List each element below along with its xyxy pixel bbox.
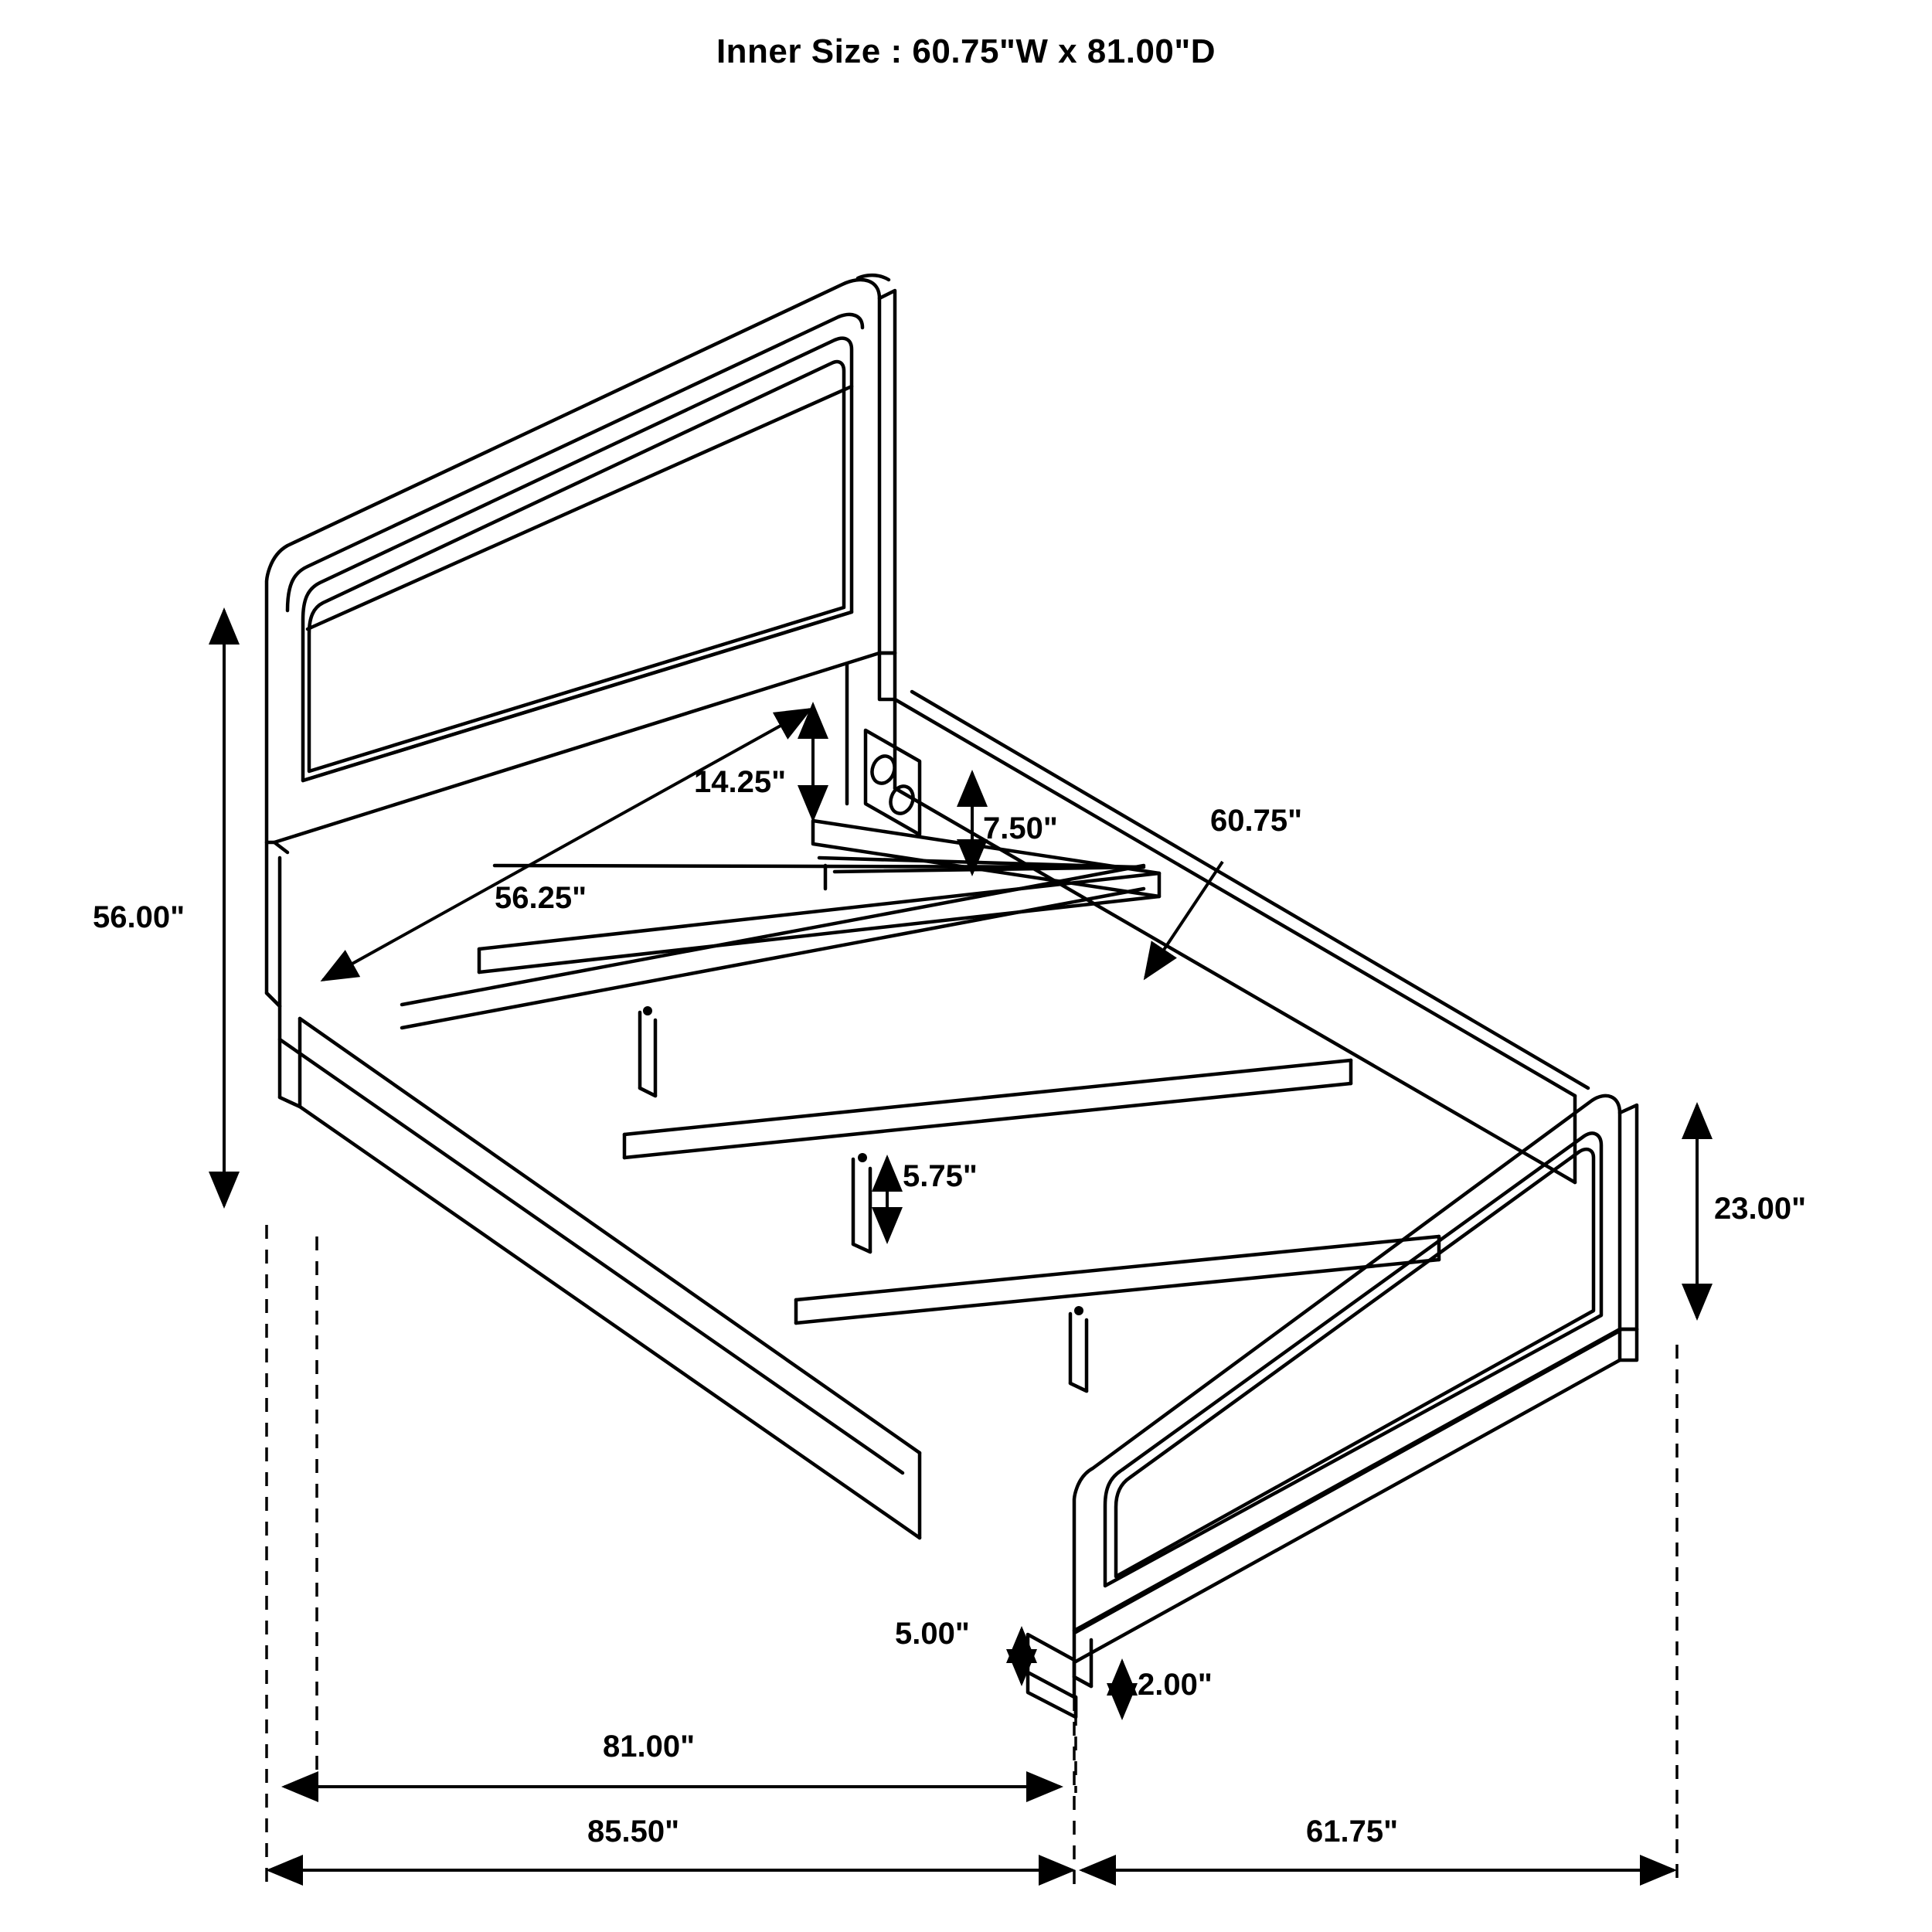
dimension-label-headboard-height: 56.00" [93,900,185,934]
dimension-label-foot-base: 2.00" [1138,1668,1213,1702]
page-title: Inner Size : 60.75"W x 81.00"D [716,32,1216,70]
dimension-label-rail-height: 7.50" [983,811,1058,845]
dimension-label-overall-width: 61.75" [1306,1815,1399,1849]
dimension-lines [224,611,1697,1886]
dimension-label-inner-width: 60.75" [1210,804,1303,838]
dimension-label-foot-clearance: 5.00" [895,1617,970,1651]
dimension-label-panel-height: 14.25" [694,765,787,799]
bed-illustration [267,275,1637,1717]
dimension-label-inner-depth: 81.00" [603,1730,696,1764]
dimension-label-panel-width: 56.25" [495,881,587,915]
dimension-label-footboard-height: 23.00" [1714,1192,1807,1226]
dimension-label-overall-depth: 85.50" [587,1815,680,1849]
dimension-label-slat-leg-height: 5.75" [903,1159,978,1193]
